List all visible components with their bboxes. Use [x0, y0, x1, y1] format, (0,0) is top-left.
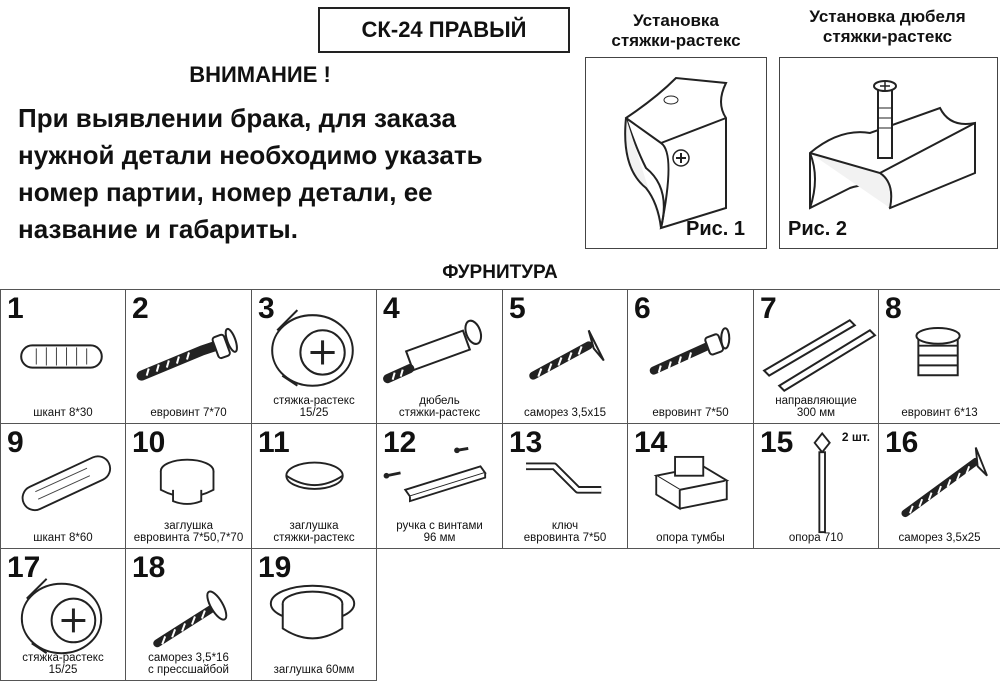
part-label-line: заглушка — [289, 520, 339, 532]
part-label — [505, 407, 625, 419]
part-number: 12 — [383, 426, 417, 459]
figure-caption-line: Установка — [633, 11, 719, 30]
part-label — [630, 532, 751, 544]
figure-2-caption — [780, 7, 995, 47]
part-label-line: саморез 3,5х25 — [898, 532, 981, 544]
part-label — [379, 520, 500, 544]
part-cell-12 — [376, 423, 503, 549]
model-title-box — [318, 7, 570, 53]
figure-caption-line: стяжки-растекс — [822, 27, 953, 46]
part-cell-7 — [753, 289, 879, 424]
part-number: 3 — [258, 292, 275, 325]
warning-line: номер партии, номер детали, ее — [18, 177, 433, 207]
warning-line: нужной детали необходимо указать — [18, 140, 483, 170]
hardware-section-title: ФУРНИТУРА — [442, 262, 558, 283]
part-label-line: евровинт 7*70 — [150, 407, 227, 419]
part-label — [128, 652, 249, 676]
part-cell-5 — [502, 289, 628, 424]
warning-line: При выявлении брака, для заказа — [18, 103, 456, 133]
part-cell-18 — [125, 548, 252, 681]
part-label-line: с прессшайбой — [148, 664, 229, 676]
figure-2-box — [779, 57, 998, 249]
part-label-line: евровинт 6*13 — [901, 407, 978, 419]
part-label-line: ручка с винтами — [396, 520, 483, 532]
part-cell-11 — [251, 423, 377, 549]
part-number: 19 — [258, 551, 292, 584]
part-number: 2 — [132, 292, 149, 325]
part-label-line: стяжка-растекс — [22, 652, 104, 664]
part-label-line: евровинта 7*50,7*70 — [133, 532, 244, 544]
part-cell-17 — [0, 548, 126, 681]
figure-caption-line: стяжки-растекс — [611, 31, 741, 50]
part-label — [379, 395, 500, 419]
figure-2-label: Рис. 2 — [788, 218, 847, 240]
part-label-line: дюбель — [419, 395, 460, 407]
part-number: 6 — [634, 292, 651, 325]
part-number: 9 — [7, 426, 24, 459]
part-label-line: 300 мм — [796, 407, 836, 419]
part-cell-1 — [0, 289, 126, 424]
part-label — [3, 652, 123, 676]
part-cell-16 — [878, 423, 1000, 549]
part-number: 8 — [885, 292, 902, 325]
part-number: 4 — [383, 292, 400, 325]
part-cell-6 — [627, 289, 754, 424]
figure-1-label: Рис. 1 — [686, 218, 745, 240]
part-number: 10 — [132, 426, 166, 459]
part-label — [254, 664, 374, 676]
part-label-line: 15/25 — [299, 407, 329, 419]
part-label-line: заглушка — [164, 520, 213, 532]
model-title: СК-24 ПРАВЫЙ — [361, 17, 527, 42]
part-number: 5 — [509, 292, 526, 325]
part-number: 14 — [634, 426, 668, 459]
part-label-line: 15/25 — [48, 664, 78, 676]
part-label — [630, 407, 751, 419]
part-label — [505, 520, 625, 544]
part-number: 1 — [7, 292, 24, 325]
part-label-line: опора 710 — [788, 532, 844, 544]
part-cell-15 — [753, 423, 879, 549]
part-label-line: заглушка 60мм — [273, 664, 355, 676]
warning-line: название и габариты. — [18, 214, 298, 244]
part-label-line: саморез 3,5х15 — [524, 407, 606, 419]
part-label-line: опора тумбы — [656, 532, 725, 544]
figure-caption-line: Установка дюбеля — [809, 7, 966, 26]
part-cell-8 — [878, 289, 1000, 424]
part-label — [881, 532, 998, 544]
part-label-line: евровинта 7*50 — [523, 532, 607, 544]
part-number: 11 — [258, 426, 290, 459]
part-cell-10 — [125, 423, 252, 549]
part-label-line: 96 мм — [423, 532, 456, 544]
part-label-line: стяжки-растекс — [398, 407, 481, 419]
part-cell-3 — [251, 289, 377, 424]
part-number: 15 — [760, 426, 794, 459]
part-label-line: направляющие — [775, 395, 857, 407]
part-cell-13 — [502, 423, 628, 549]
figure-1-box — [585, 57, 767, 249]
part-number: 17 — [7, 551, 41, 584]
part-number: 13 — [509, 426, 543, 459]
part-label — [756, 532, 876, 544]
part-label — [881, 407, 998, 419]
part-cell-4 — [376, 289, 503, 424]
part-quantity: 2 шт. — [841, 430, 870, 444]
warning-text — [18, 100, 578, 248]
part-cell-2 — [125, 289, 252, 424]
part-label — [756, 395, 876, 419]
part-label-line: саморез 3,5*16 — [148, 652, 229, 664]
part-number: 16 — [885, 426, 919, 459]
part-label-line: шкант 8*30 — [33, 407, 93, 419]
attention-heading: ВНИМАНИЕ ! — [189, 62, 331, 87]
part-label — [3, 532, 123, 544]
part-label — [128, 407, 249, 419]
part-label-line: стяжки-растекс — [273, 532, 355, 544]
part-number: 7 — [760, 292, 777, 325]
part-label-line: шкант 8*60 — [33, 532, 93, 544]
part-label-line: евровинт 7*50 — [652, 407, 729, 419]
part-cell-14 — [627, 423, 754, 549]
part-label — [254, 395, 374, 419]
part-label — [254, 520, 374, 544]
part-cell-19 — [251, 548, 377, 681]
part-label-line: ключ — [551, 520, 579, 532]
part-label — [3, 407, 123, 419]
figure-1-caption — [586, 11, 766, 51]
part-label — [128, 520, 249, 544]
part-cell-9 — [0, 423, 126, 549]
part-label-line: стяжка-растекс — [273, 395, 355, 407]
part-number: 18 — [132, 551, 166, 584]
